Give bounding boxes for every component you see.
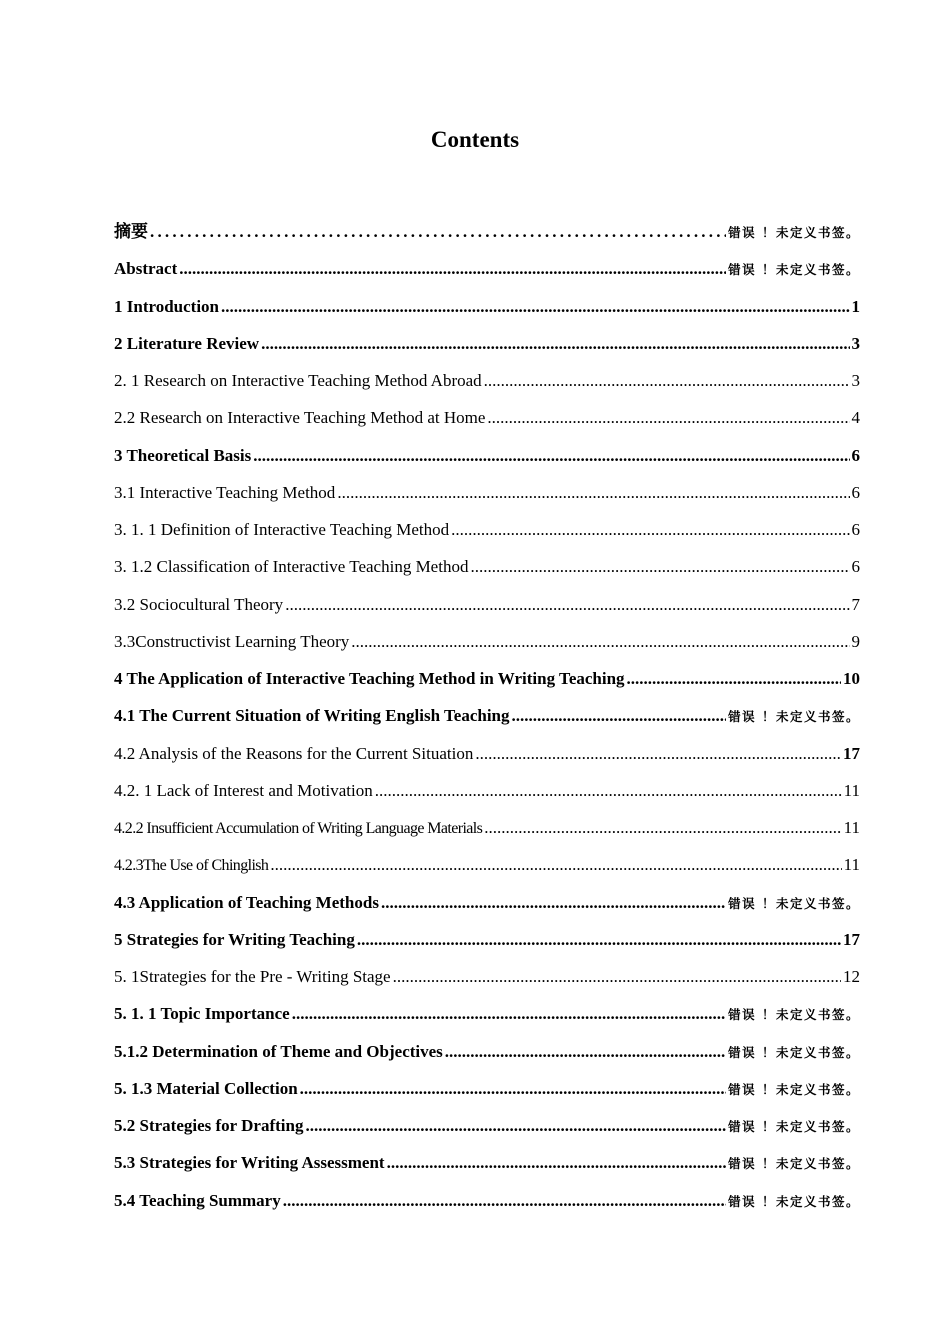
toc-entry-label: 4.2.2 Insufficient Accumulation of Writing Language Materials — [114, 820, 483, 837]
toc-entry-label: 4.2. 1 Lack of Interest and Motivation — [114, 780, 373, 800]
toc-entry-label: 2.2 Research on Interactive Teaching Method at Home — [114, 408, 486, 428]
toc-entry-label: 2. 1 Research on Interactive Teaching Method Abroad — [114, 371, 482, 390]
toc-leader-dots — [487, 399, 849, 436]
toc-leader-dots — [381, 884, 726, 921]
toc-entry-label: 4.1 The Current Situation of Writing English Teaching — [114, 706, 510, 726]
toc-leader-dots — [150, 213, 726, 250]
toc-entry-label: 3.2 Sociocultural Theory — [114, 594, 284, 614]
toc-entry-error-text: 错误 ！未定义书签。 — [728, 262, 860, 278]
toc-entry-label: 3 Theoretical Basis — [114, 445, 252, 465]
toc-entry[interactable] — [114, 846, 860, 883]
toc-entry-label: 3. 1. 1 Definition of Interactive Teaching Method — [114, 520, 450, 539]
toc-entry[interactable] — [114, 697, 860, 734]
toc-leader-dots — [261, 325, 849, 362]
toc-entry-error-text: 错误 ！未定义书签。 — [728, 1081, 860, 1097]
toc-entry[interactable] — [114, 921, 860, 958]
toc-entry-error-text: 错误 ！未定义书签。 — [728, 709, 860, 725]
toc-entry-label: 4.2.3The Use of Chinglish — [114, 857, 269, 875]
toc-entry[interactable] — [114, 548, 860, 585]
toc-entry[interactable] — [114, 1144, 860, 1181]
toc-entry-label: 4.2 Analysis of the Reasons for the Current Situation — [114, 743, 474, 763]
toc-leader-dots — [221, 288, 849, 325]
toc-entry-label: 5.3 Strategies for Writing Assessment — [114, 1153, 385, 1173]
toc-entry-page-number: 11 — [843, 818, 860, 837]
toc-entry[interactable] — [114, 213, 860, 250]
toc-entry-label: 4.3 Application of Teaching Methods — [114, 892, 379, 912]
toc-entry-label: 摘要 — [114, 222, 148, 241]
toc-entry-label: 2 Literature Review — [114, 333, 260, 353]
toc-leader-dots — [179, 250, 726, 287]
toc-leader-dots — [305, 1107, 726, 1144]
toc-entry-page-number: 11 — [843, 855, 860, 875]
toc-entry-page-number: 7 — [851, 594, 860, 614]
toc-entry-label: Abstract — [114, 259, 178, 279]
toc-leader-dots — [387, 1144, 727, 1181]
toc-entry[interactable] — [114, 437, 860, 474]
toc-leader-dots — [300, 1070, 726, 1107]
toc-entry[interactable] — [114, 660, 860, 697]
toc-entry[interactable] — [114, 958, 860, 995]
toc-entry-error-text: 错误 ！未定义书签。 — [728, 1119, 860, 1134]
toc-entry-page-number: 10 — [843, 669, 860, 688]
toc-entry-page-number: 11 — [843, 780, 860, 800]
toc-leader-dots — [253, 437, 849, 474]
toc-entry[interactable] — [114, 1182, 860, 1219]
toc-leader-dots — [393, 958, 841, 995]
toc-entry-label: 3.1 Interactive Teaching Method — [114, 482, 336, 502]
toc-leader-dots — [270, 846, 841, 883]
toc-leader-dots — [357, 921, 841, 958]
toc-entry[interactable] — [114, 735, 860, 772]
toc-entry-page-number: 1 — [851, 296, 860, 316]
toc-entry[interactable] — [114, 1107, 860, 1144]
toc-entry-page-number: 6 — [851, 445, 860, 465]
toc-entry[interactable] — [114, 884, 860, 921]
toc-entry-error-text: 错误 ！未定义书签。 — [728, 1156, 860, 1172]
toc-entry-page-number: 3 — [851, 371, 860, 390]
toc-entry-error-text: 错误 ！未定义书签。 — [728, 225, 860, 240]
toc-entry-label: 5.2 Strategies for Drafting — [114, 1116, 304, 1135]
toc-leader-dots — [292, 995, 726, 1032]
toc-entry-page-number: 17 — [843, 929, 860, 949]
toc-entry-label: 3. 1.2 Classification of Interactive Teaching Method — [114, 557, 469, 577]
toc-leader-dots — [484, 362, 850, 399]
toc-entry-error-text: 错误 ！未定义书签。 — [728, 895, 860, 911]
toc-entry-page-number: 4 — [851, 408, 860, 428]
toc-entry[interactable] — [114, 474, 860, 511]
toc-leader-dots — [470, 548, 849, 585]
toc-entry-label: 5.4 Teaching Summary — [114, 1190, 281, 1210]
toc-leader-dots — [351, 623, 849, 660]
toc-entry[interactable] — [114, 511, 860, 548]
toc-entry-page-number: 17 — [843, 743, 860, 763]
toc-entry-page-number: 12 — [843, 967, 860, 986]
toc-leader-dots — [512, 697, 727, 734]
toc-leader-dots — [484, 809, 841, 846]
toc-entry-label: 1 Introduction — [114, 296, 220, 316]
toc-entry-page-number: 9 — [851, 631, 860, 651]
toc-entry-label: 4 The Application of Interactive Teaching Method in Writing Teaching — [114, 669, 625, 688]
toc-entry-error-text: 错误 ！未定义书签。 — [728, 1044, 860, 1060]
toc-entry-label: 3.3Constructivist Learning Theory — [114, 631, 350, 651]
toc-entry[interactable] — [114, 586, 860, 623]
toc-leader-dots — [451, 511, 849, 548]
page-title: Contents — [430, 127, 520, 152]
toc-entry[interactable] — [114, 1070, 860, 1107]
toc-entry[interactable] — [114, 250, 860, 287]
toc-entry-page-number: 6 — [851, 482, 860, 502]
table-of-contents — [114, 213, 860, 1219]
toc-entry-label: 5. 1. 1 Topic Importance — [114, 1004, 290, 1024]
toc-entry[interactable] — [114, 288, 860, 325]
toc-entry[interactable] — [114, 809, 860, 846]
toc-leader-dots — [627, 660, 841, 697]
toc-entry-label: 5. 1.3 Material Collection — [114, 1078, 298, 1098]
toc-entry[interactable] — [114, 1033, 860, 1070]
toc-leader-dots — [375, 772, 842, 809]
toc-leader-dots — [445, 1033, 726, 1070]
toc-entry[interactable] — [114, 325, 860, 362]
toc-entry-page-number: 6 — [851, 557, 860, 577]
toc-entry[interactable] — [114, 362, 860, 399]
toc-entry[interactable] — [114, 623, 860, 660]
toc-leader-dots — [285, 586, 849, 623]
toc-entry-label: 5. 1Strategies for the Pre - Writing Stage — [114, 967, 391, 986]
toc-entry-label: 5 Strategies for Writing Teaching — [114, 929, 355, 949]
toc-entry[interactable] — [114, 772, 860, 809]
toc-entry[interactable] — [114, 995, 860, 1032]
toc-entry-label: 5.1.2 Determination of Theme and Objectives — [114, 1041, 443, 1061]
toc-leader-dots — [283, 1182, 726, 1219]
toc-entry[interactable] — [114, 399, 860, 436]
toc-entry-page-number: 6 — [851, 520, 860, 539]
toc-entry-error-text: 错误 ！未定义书签。 — [728, 1193, 860, 1209]
toc-entry-page-number: 3 — [851, 333, 860, 353]
toc-leader-dots — [475, 735, 841, 772]
toc-leader-dots — [337, 474, 849, 511]
toc-entry-error-text: 错误 ！未定义书签。 — [728, 1007, 860, 1023]
